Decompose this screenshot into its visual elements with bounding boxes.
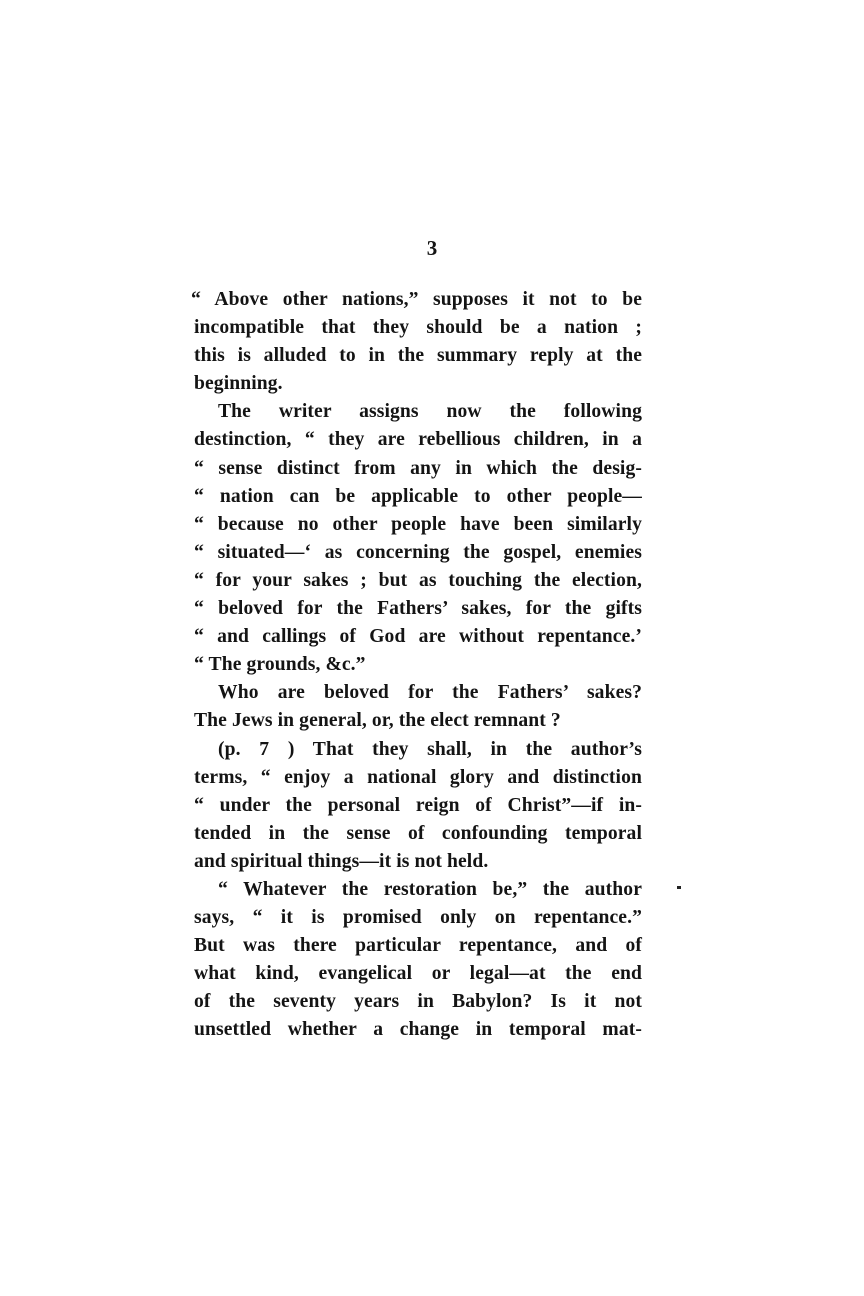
text-line: “ nation can be applicable to other people— [194,485,642,507]
text-line: incompatible that they should be a nation ; [194,317,642,339]
text-line: “ The grounds, &c.” [194,654,366,676]
text-line: Who are beloved for the Fathers’ sakes? [218,682,642,704]
text-line: The writer assigns now the following [218,401,642,423]
text-line: and spiritual things—it is not held. [194,850,489,872]
text-line: “ under the personal reign of Christ”—if in- [194,794,642,816]
text-line: The Jews in general, or, the elect remnant ? [194,710,561,732]
text-line: tended in the sense of confounding temporal [194,822,642,844]
text-line: “ Above other nations,” supposes it not to be [191,289,642,310]
text-line: “ because no other people have been similarly [194,513,642,535]
text-line: destinction, “ they are rebellious children, in a [194,429,642,451]
text-line: unsettled whether a change in temporal mat- [194,1019,642,1041]
text-line: says, “ it is promised only on repentance.” [194,907,642,929]
text-line: this is alluded to in the summary reply at the [194,345,642,367]
text-line: beginning. [194,373,283,395]
text-line: “ and callings of God are without repentance.’ [194,626,642,648]
text-line: “ beloved for the Fathers’ sakes, for the gifts [194,598,642,620]
text-line: terms, “ enjoy a national glory and distinction [194,766,642,788]
text-line: “ sense distinct from any in which the desig- [194,457,642,479]
text-line: “ for your sakes ; but as touching the election, [194,569,642,591]
text-line: what kind, evangelical or legal—at the end [194,963,642,985]
body-text [191,286,642,1045]
text-line: “ Whatever the restoration be,” the author [218,878,642,900]
text-line: “ situated—‘ as concerning the gospel, enemies [194,541,642,563]
text-line: (p. 7 ) That they shall, in the author’s [218,738,642,760]
text-line: But was there particular repentance, and of [194,935,642,957]
margin-mark [677,886,681,889]
page-number: 3 [426,236,438,260]
text-line: of the seventy years in Babylon? Is it not [194,991,642,1013]
